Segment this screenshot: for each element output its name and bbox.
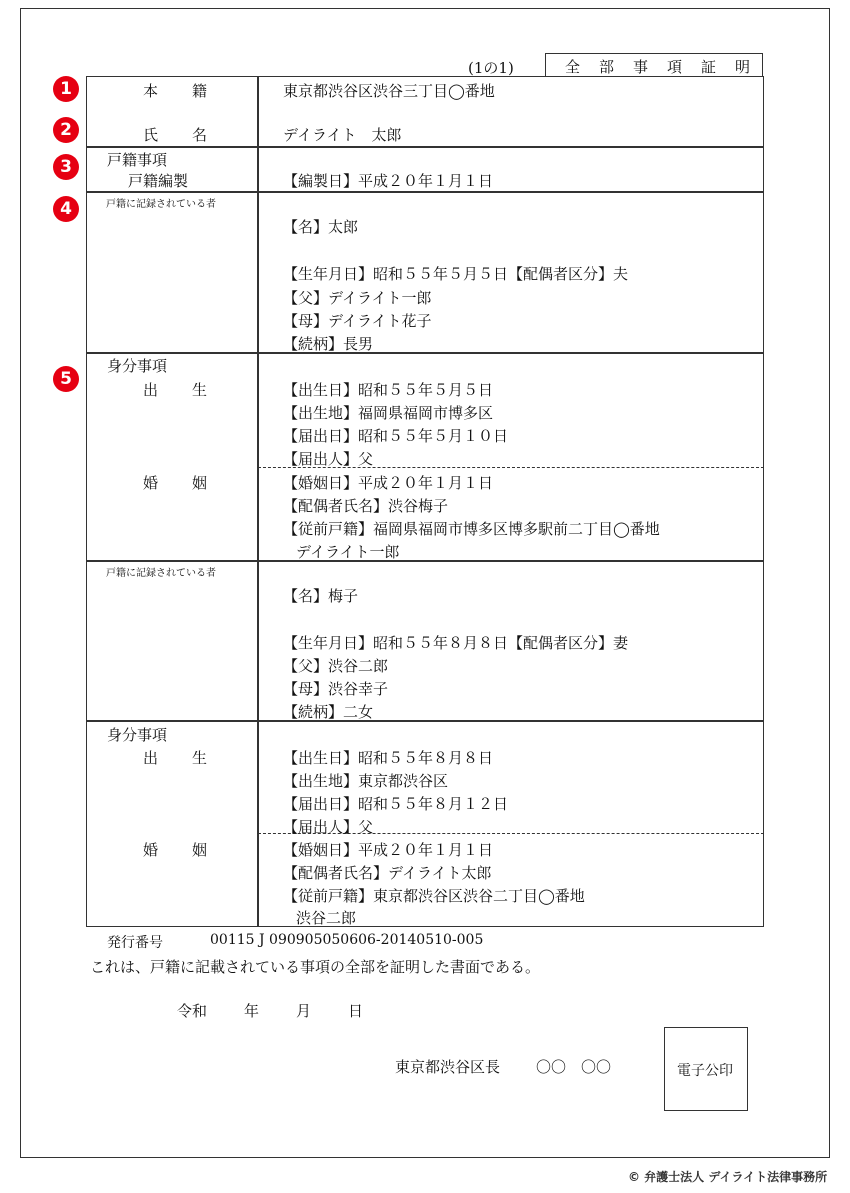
mayor-title: 東京都渋谷区長 <box>395 1058 501 1076</box>
certificate-title-char: 全 <box>565 58 581 76</box>
birth-row: 【届出日】昭和５５年５月１０日 <box>283 427 509 445</box>
copyright: © 弁護士法人 デイライト法律事務所 <box>628 1170 828 1184</box>
row-divider <box>86 352 764 354</box>
page-label: (1の1) <box>468 59 514 77</box>
date-year: 年 <box>244 1002 260 1020</box>
person-name: 【名】太郎 <box>283 218 359 236</box>
birth-row: 【届出人】父 <box>283 450 374 468</box>
shimei-label-b: 名 <box>192 126 208 144</box>
birth-label-a: 出 <box>143 749 159 767</box>
person-relation: 【続柄】二女 <box>283 703 374 721</box>
honseki-value: 東京都渋谷区渋谷三丁目◯番地 <box>283 82 495 100</box>
marriage-label-b: 姻 <box>192 841 208 859</box>
person-label: 戸籍に記録されている者 <box>106 568 216 579</box>
koseki-jiko-heading: 戸籍事項 <box>107 151 168 169</box>
marker-3: 3 <box>53 154 79 180</box>
koseki-jiko-sub: 戸籍編製 <box>128 172 189 190</box>
birth-label-b: 生 <box>192 749 208 767</box>
marker-5: 5 <box>53 366 79 392</box>
marriage-label-a: 婚 <box>143 474 159 492</box>
person-label: 戸籍に記録されている者 <box>106 199 216 210</box>
person-name: 【名】梅子 <box>283 587 359 605</box>
marker-2: 2 <box>53 117 79 143</box>
row-divider <box>86 146 764 148</box>
birth-row: 【出生地】東京都渋谷区 <box>283 772 449 790</box>
shimei-value: デイライト 太郎 <box>283 126 402 144</box>
status-heading: 身分事項 <box>107 357 168 375</box>
birth-label-b: 生 <box>192 381 208 399</box>
certificate-title-box <box>545 53 763 77</box>
row-divider <box>86 191 764 193</box>
birth-row: 【出生地】福岡県福岡市博多区 <box>283 404 494 422</box>
person-relation: 【続柄】長男 <box>283 335 374 353</box>
marriage-row: 【従前戸籍】東京都渋谷区渋谷二丁目◯番地 <box>283 887 585 905</box>
marker-1: 1 <box>53 76 79 102</box>
marriage-row: デイライト一郎 <box>296 543 400 561</box>
person-birth-line: 【生年月日】昭和５５年８月８日【配偶者区分】妻 <box>283 634 629 652</box>
marriage-row: 【配偶者氏名】渋谷梅子 <box>283 497 449 515</box>
marriage-label-a: 婚 <box>143 841 159 859</box>
marriage-label-b: 姻 <box>192 474 208 492</box>
certificate-title-char: 証 <box>701 58 717 76</box>
row-divider <box>86 720 764 722</box>
birth-row: 【届出人】父 <box>283 818 374 836</box>
honseki-label-b: 籍 <box>192 82 208 100</box>
person-mother: 【母】デイライト花子 <box>283 312 432 330</box>
person-birth-line: 【生年月日】昭和５５年５月５日【配偶者区分】夫 <box>283 265 629 283</box>
birth-row: 【届出日】昭和５５年８月１２日 <box>283 795 509 813</box>
marriage-row: 【従前戸籍】福岡県福岡市博多区博多駅前二丁目◯番地 <box>283 520 660 538</box>
issue-label: 発行番号 <box>107 935 163 951</box>
marriage-row: 【婚姻日】平成２０年１月１日 <box>283 841 494 859</box>
marriage-row: 【配偶者氏名】デイライト太郎 <box>283 864 492 882</box>
electronic-seal <box>664 1027 748 1111</box>
certification-statement: これは、戸籍に記載されている事項の全部を証明した書面である。 <box>90 958 541 976</box>
column-divider <box>257 76 259 927</box>
shimei-label-a: 氏 <box>143 126 159 144</box>
date-era: 令和 <box>177 1002 208 1020</box>
marriage-row: 渋谷二郎 <box>296 909 357 927</box>
birth-label-a: 出 <box>143 381 159 399</box>
status-heading: 身分事項 <box>107 726 168 744</box>
birth-row: 【出生日】昭和５５年８月８日 <box>283 749 494 767</box>
marriage-row: 【婚姻日】平成２０年１月１日 <box>283 474 494 492</box>
issue-number: 00115 J 090905050606-20140510-005 <box>210 932 484 948</box>
certificate-title-char: 事 <box>633 58 649 76</box>
birth-row: 【出生日】昭和５５年５月５日 <box>283 381 494 399</box>
certificate-title-char: 項 <box>667 58 683 76</box>
person-father: 【父】デイライト一郎 <box>283 289 432 307</box>
mayor-name: 〇〇 〇〇 <box>536 1058 612 1076</box>
honseki-label-a: 本 <box>143 82 159 100</box>
certificate-title-char: 部 <box>599 58 615 76</box>
row-divider <box>86 560 764 562</box>
person-father: 【父】渋谷二郎 <box>283 657 389 675</box>
seal-text: 電子公印 <box>677 1063 733 1079</box>
person-mother: 【母】渋谷幸子 <box>283 680 389 698</box>
certificate-title-char: 明 <box>735 58 751 76</box>
date-month: 月 <box>296 1002 312 1020</box>
marker-4: 4 <box>53 196 79 222</box>
koseki-jiko-value: 【編製日】平成２０年１月１日 <box>283 172 494 190</box>
date-day: 日 <box>348 1002 364 1020</box>
